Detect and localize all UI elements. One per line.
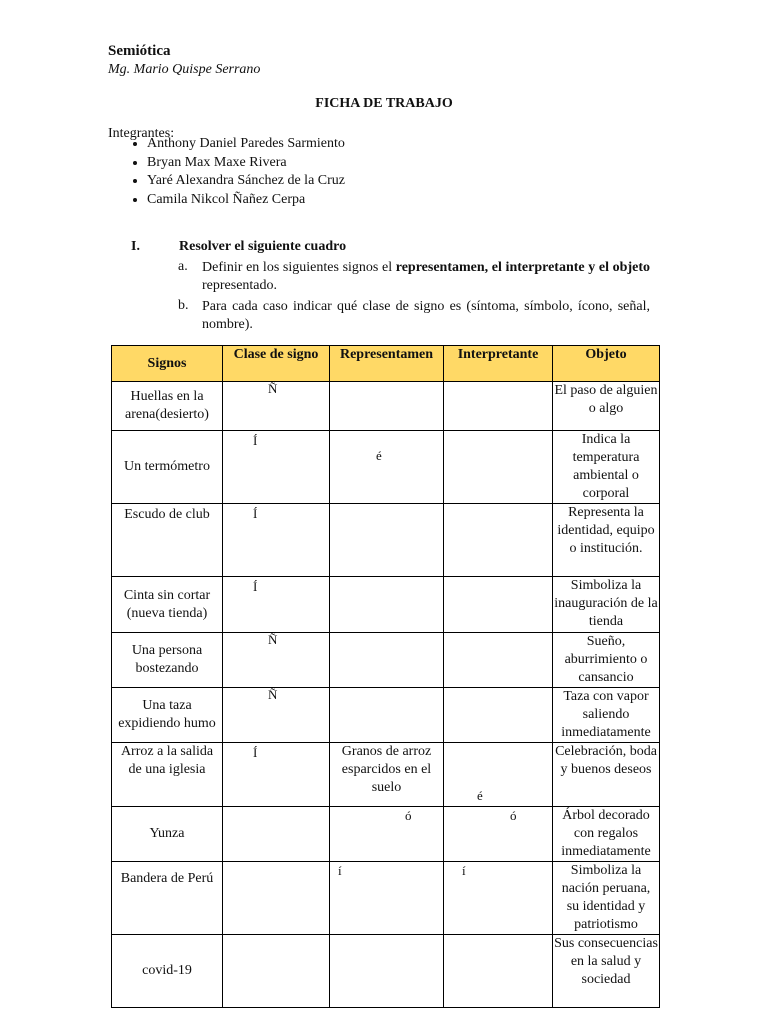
item-text: Definir en los siguientes signos el representamen, el interpretante y el objeto representado.	[202, 260, 650, 293]
header-signos: Signos	[112, 346, 223, 382]
cell-representamen	[330, 382, 444, 431]
cell-signo: Una taza expidiendo humo	[112, 688, 223, 743]
member-item: • Yaré Alexandra Sánchez de la Cruz	[147, 172, 345, 191]
cell-clase: Ñ	[223, 688, 330, 743]
cell-signo: Escudo de club	[112, 504, 223, 577]
cell-objeto: Taza con vapor saliendo inmediatamente	[553, 688, 660, 743]
cell-representamen	[330, 504, 444, 577]
cell-objeto: Indica la temperatura ambiental o corporal	[553, 431, 660, 504]
cell-clase	[223, 862, 330, 935]
section-number: I.	[131, 239, 140, 254]
member-item: • Bryan Max Maxe Rivera	[147, 154, 345, 173]
table-row	[112, 688, 660, 743]
cell-representamen	[330, 577, 444, 633]
header-interpretante: Interpretante	[444, 346, 553, 382]
cell-interpretante: í	[444, 862, 553, 935]
cell-objeto: Representa la identidad, equipo o institución.	[553, 504, 660, 577]
cell-interpretante	[444, 504, 553, 577]
cell-clase: Í	[223, 504, 330, 577]
header-clase: Clase de signo	[223, 346, 330, 382]
cell-representamen	[330, 935, 444, 1008]
header-representamen: Representamen	[330, 346, 444, 382]
table-row	[112, 862, 660, 935]
cell-interpretante	[444, 382, 553, 431]
cell-clase	[223, 935, 330, 1008]
cell-clase: Í	[223, 431, 330, 504]
member-item: • Camila Nikcol Ñañez Cerpa	[147, 191, 345, 210]
item-letter: b.	[178, 298, 189, 313]
cell-signo: Una persona bostezando	[112, 633, 223, 688]
table-row	[112, 633, 660, 688]
signs-table	[111, 345, 660, 1008]
header-objeto: Objeto	[553, 346, 660, 382]
cell-interpretante	[444, 633, 553, 688]
cell-signo: Bandera de Perú	[112, 862, 223, 935]
table-row	[112, 431, 660, 504]
worksheet-title: FICHA DE TRABAJO	[315, 96, 453, 111]
cell-signo: Yunza	[112, 807, 223, 862]
cell-signo: Un termómetro	[112, 431, 223, 504]
cell-representamen	[330, 688, 444, 743]
cell-objeto: Celebración, boda y buenos deseos	[553, 743, 660, 807]
cell-interpretante	[444, 577, 553, 633]
cell-objeto: Sueño, aburrimiento o cansancio	[553, 633, 660, 688]
table-row	[112, 935, 660, 1008]
cell-objeto: El paso de alguien o algo	[553, 382, 660, 431]
table-row	[112, 743, 660, 807]
members-label: Integrantes:	[108, 126, 175, 141]
cell-representamen: é	[330, 431, 444, 504]
cell-signo: Arroz a la salida de una iglesia	[112, 743, 223, 807]
cell-objeto: Simboliza la nación peruana, su identidad y patriotismo	[553, 862, 660, 935]
section-title: Resolver el siguiente cuadro	[179, 239, 347, 254]
cell-signo: covid-19	[112, 935, 223, 1008]
table-row	[112, 577, 660, 633]
cell-clase	[223, 807, 330, 862]
author-name: Mg. Mario Quispe Serrano	[108, 62, 261, 77]
cell-objeto: Árbol decorado con regalos inmediatamente	[553, 807, 660, 862]
table-row	[112, 504, 660, 577]
cell-objeto: Simboliza la inauguración de la tienda	[553, 577, 660, 633]
cell-interpretante	[444, 688, 553, 743]
member-item: • Anthony Daniel Paredes Sarmiento	[147, 135, 345, 154]
cell-clase: Ñ	[223, 633, 330, 688]
table-row	[112, 807, 660, 862]
cell-representamen: í	[330, 862, 444, 935]
cell-objeto: Sus consecuencias en la salud y sociedad	[553, 935, 660, 1008]
item-text: Para cada caso indicar qué clase de signo es (síntoma, símbolo, ícono, señal, nombre).	[202, 299, 650, 332]
table-header-row	[112, 346, 660, 382]
cell-interpretante	[444, 935, 553, 1008]
cell-clase: Ñ	[223, 382, 330, 431]
item-letter: a.	[178, 259, 188, 274]
cell-signo: Huellas en la arena(desierto)	[112, 382, 223, 431]
cell-clase: Í	[223, 577, 330, 633]
cell-clase: Í	[223, 743, 330, 807]
cell-representamen	[330, 633, 444, 688]
cell-interpretante: é	[444, 743, 553, 807]
table-row	[112, 382, 660, 431]
cell-representamen: ó	[330, 807, 444, 862]
cell-signo: Cinta sin cortar (nueva tienda)	[112, 577, 223, 633]
cell-interpretante	[444, 431, 553, 504]
cell-representamen: Granos de arroz esparcidos en el suelo	[330, 743, 444, 807]
members-list	[108, 135, 345, 209]
cell-interpretante: ó	[444, 807, 553, 862]
course-title: Semiótica	[108, 43, 171, 59]
